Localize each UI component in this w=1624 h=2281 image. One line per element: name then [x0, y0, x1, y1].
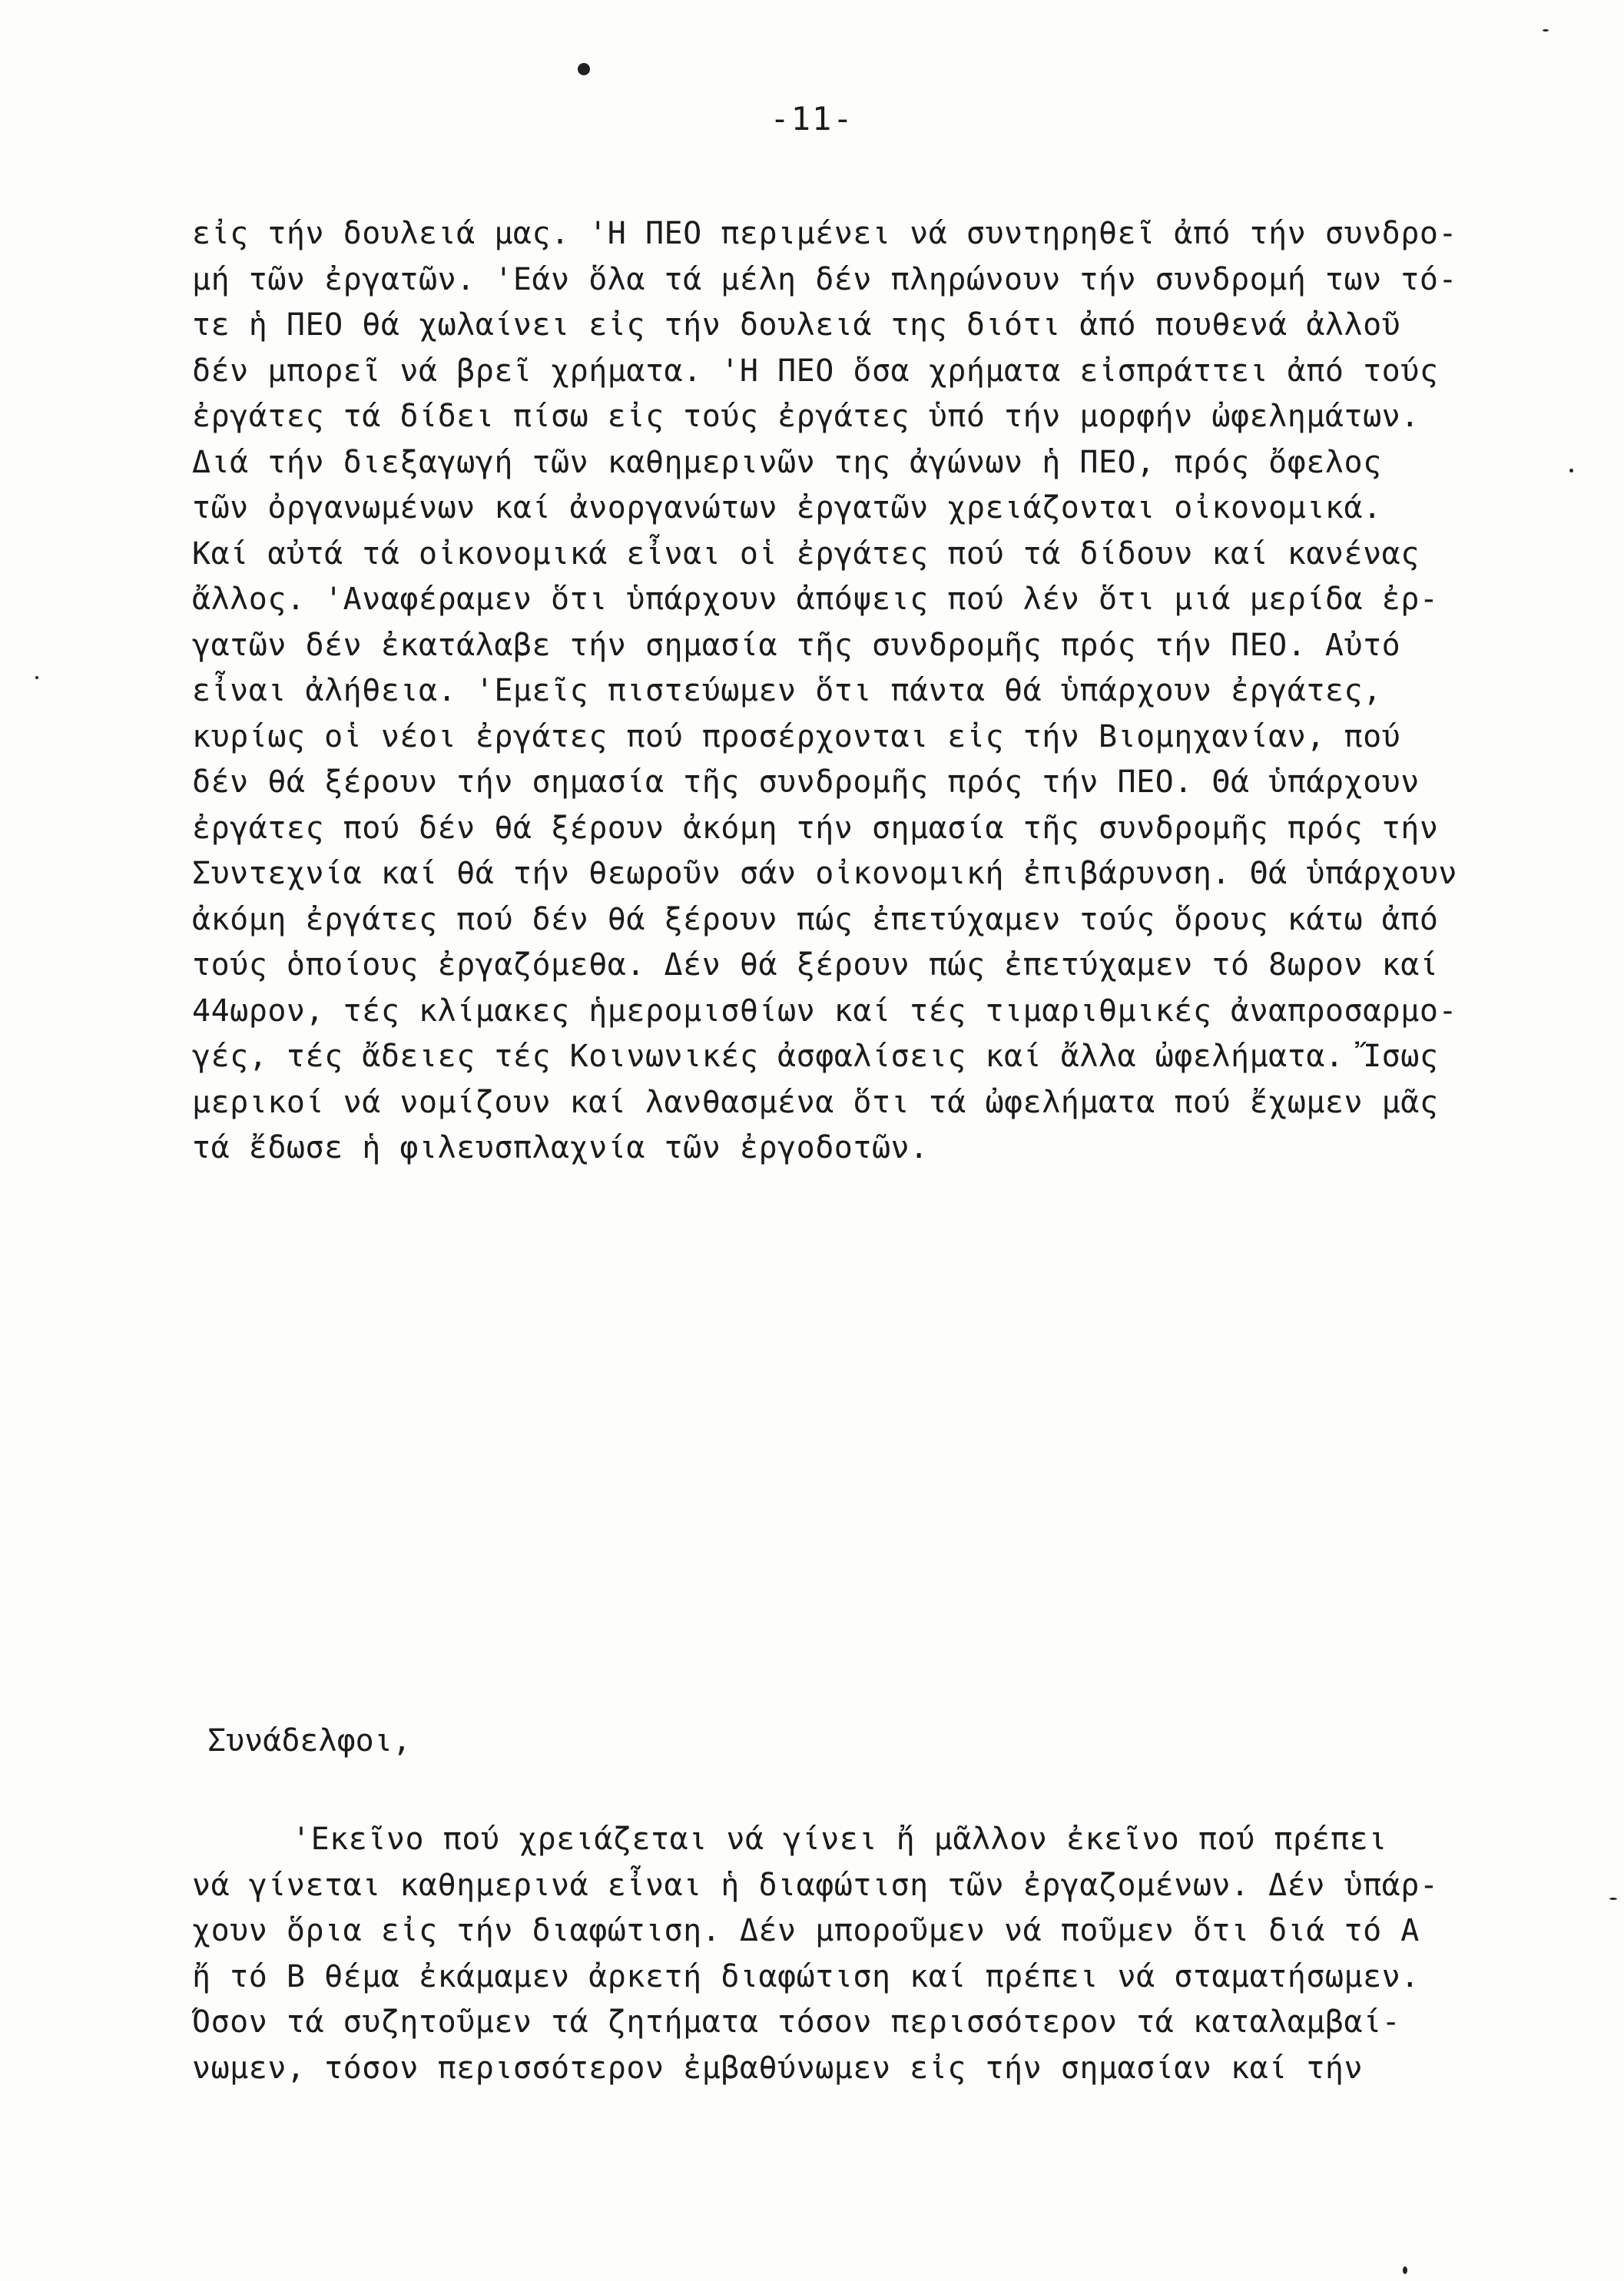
- text-line: Καί αὐτά τά οἰκονομικά εἶναι οἱ ἐργάτες πού τά δίδουν καί κανένας: [192, 535, 1420, 572]
- paragraph-1: [192, 211, 1559, 1172]
- text-line: εἰς τήν δουλειά μας. 'Η ΠΕΟ περιμένει νά συντηρηθεῖ ἀπό τήν συνδρο-: [192, 216, 1457, 251]
- text-line: κυρίως οἱ νέοι ἐργάτες πού προσέρχονται εἰς τήν Βιομηχανίαν, πού: [192, 718, 1401, 754]
- text-line: μερικοί νά νομίζουν καί λανθασμένα ὅτι τά ὠφελήματα πού ἔχωμεν μᾶς: [192, 1084, 1439, 1120]
- text-line: ἤ τό Β θέμα ἐκάμαμεν ἀρκετή διαφώτιση καί πρέπει νά σταματήσωμεν.: [192, 1958, 1420, 1994]
- salutation: Συνάδελφοι,: [207, 1723, 411, 1759]
- scan-speck: [1543, 29, 1549, 31]
- text-line: Διά τήν διεξαγωγή τῶν καθημερινῶν της ἀγώνων ἡ ΠΕΟ, πρός ὄφελος: [192, 444, 1382, 480]
- text-line: εἶναι ἀλήθεια. 'Εμεῖς πιστεύωμεν ὅτι πάντα θά ὑπάρχουν ἐργάτες,: [192, 673, 1382, 708]
- text-line: 'Εκεῖνο πού χρειάζεται νά γίνει ἤ μᾶλλον ἐκεῖνο πού πρέπει: [292, 1822, 1387, 1857]
- text-line: Ὅσον τά συζητοῦμεν τά ζητήματα τόσον περισσότερον τά καταλαμβαί-: [192, 2004, 1401, 2040]
- scan-speck: [1403, 2266, 1407, 2274]
- text-line: τε ἡ ΠΕΟ θά χωλαίνει εἰς τήν δουλειά της διότι ἀπό πουθενά ἀλλοῦ: [192, 307, 1401, 343]
- paragraph-2: [192, 1817, 1559, 2091]
- scan-speck: [35, 676, 38, 679]
- scan-speck: [1609, 1898, 1617, 1900]
- text-line: τῶν ὀργανωμένων καί ἀνοργανώτων ἐργατῶν χρειάζονται οἰκονομικά.: [192, 490, 1382, 525]
- text-line: Συντεχνία καί θά τήν θεωροῦν σάν οἰκονομική ἐπιβάρυνση. Θά ὑπάρχουν: [192, 856, 1457, 891]
- text-line: 44ωρον, τές κλίμακες ἡμερομισθίων καί τές τιμαριθμικές ἀναπροσαρμο-: [192, 993, 1457, 1029]
- text-line: γές, τές ἄδειες τές Κοινωνικές ἀσφαλίσεις καί ἄλλα ὠφελήματα. Ἴσως: [192, 1039, 1439, 1074]
- text-line: ἐργάτες πού δέν θά ξέρουν ἀκόμη τήν σημασία τῆς συνδρομῆς πρός τήν: [192, 810, 1439, 846]
- text-line: νά γίνεται καθημερινά εἶναι ἡ διαφώτιση τῶν ἐργαζομένων. Δέν ὑπάρ-: [192, 1867, 1439, 1903]
- scan-speck: [1569, 469, 1573, 472]
- text-line: γατῶν δέν ἐκατάλαβε τήν σημασία τῆς συνδρομῆς πρός τήν ΠΕΟ. Αὐτό: [192, 627, 1401, 663]
- text-line: ἐργάτες τά δίδει πίσω εἰς τούς ἐργάτες ὑπό τήν μορφήν ὠφελημάτων.: [192, 399, 1420, 434]
- text-line: δέν μπορεῖ νά βρεῖ χρήματα. 'Η ΠΕΟ ὅσα χρήματα εἰσπράττει ἀπό τούς: [192, 353, 1439, 389]
- text-line: δέν θά ξέρουν τήν σημασία τῆς συνδρομῆς πρός τήν ΠΕΟ. Θά ὑπάρχουν: [192, 764, 1420, 800]
- scan-speck: [578, 63, 590, 75]
- page-number: -11-: [770, 100, 854, 138]
- text-line: ἀκόμη ἐργάτες πού δέν θά ξέρουν πώς ἐπετύχαμεν τούς ὅρους κάτω ἀπό: [192, 901, 1439, 937]
- text-line: ἄλλος. 'Αναφέραμεν ὅτι ὑπάρχουν ἀπόψεις πού λέν ὅτι μιά μερίδα ἐρ-: [192, 582, 1439, 617]
- text-line: μή τῶν ἐργατῶν. 'Εάν ὅλα τά μέλη δέν πληρώνουν τήν συνδρομή των τό-: [192, 261, 1457, 297]
- text-line: τούς ὁποίους ἐργαζόμεθα. Δέν θά ξέρουν πώς ἐπετύχαμεν τό 8ωρον καί: [192, 947, 1439, 983]
- text-line: χουν ὅρια εἰς τήν διαφώτιση. Δέν μποροῦμεν νά ποῦμεν ὅτι διά τό Α: [192, 1913, 1420, 1948]
- text-line: τά ἔδωσε ἡ φιλευσπλαχνία τῶν ἐργοδοτῶν.: [192, 1130, 929, 1165]
- text-line: νωμεν, τόσον περισσότερον ἐμβαθύνωμεν εἰς τήν σημασίαν καί τήν: [192, 2050, 1364, 2086]
